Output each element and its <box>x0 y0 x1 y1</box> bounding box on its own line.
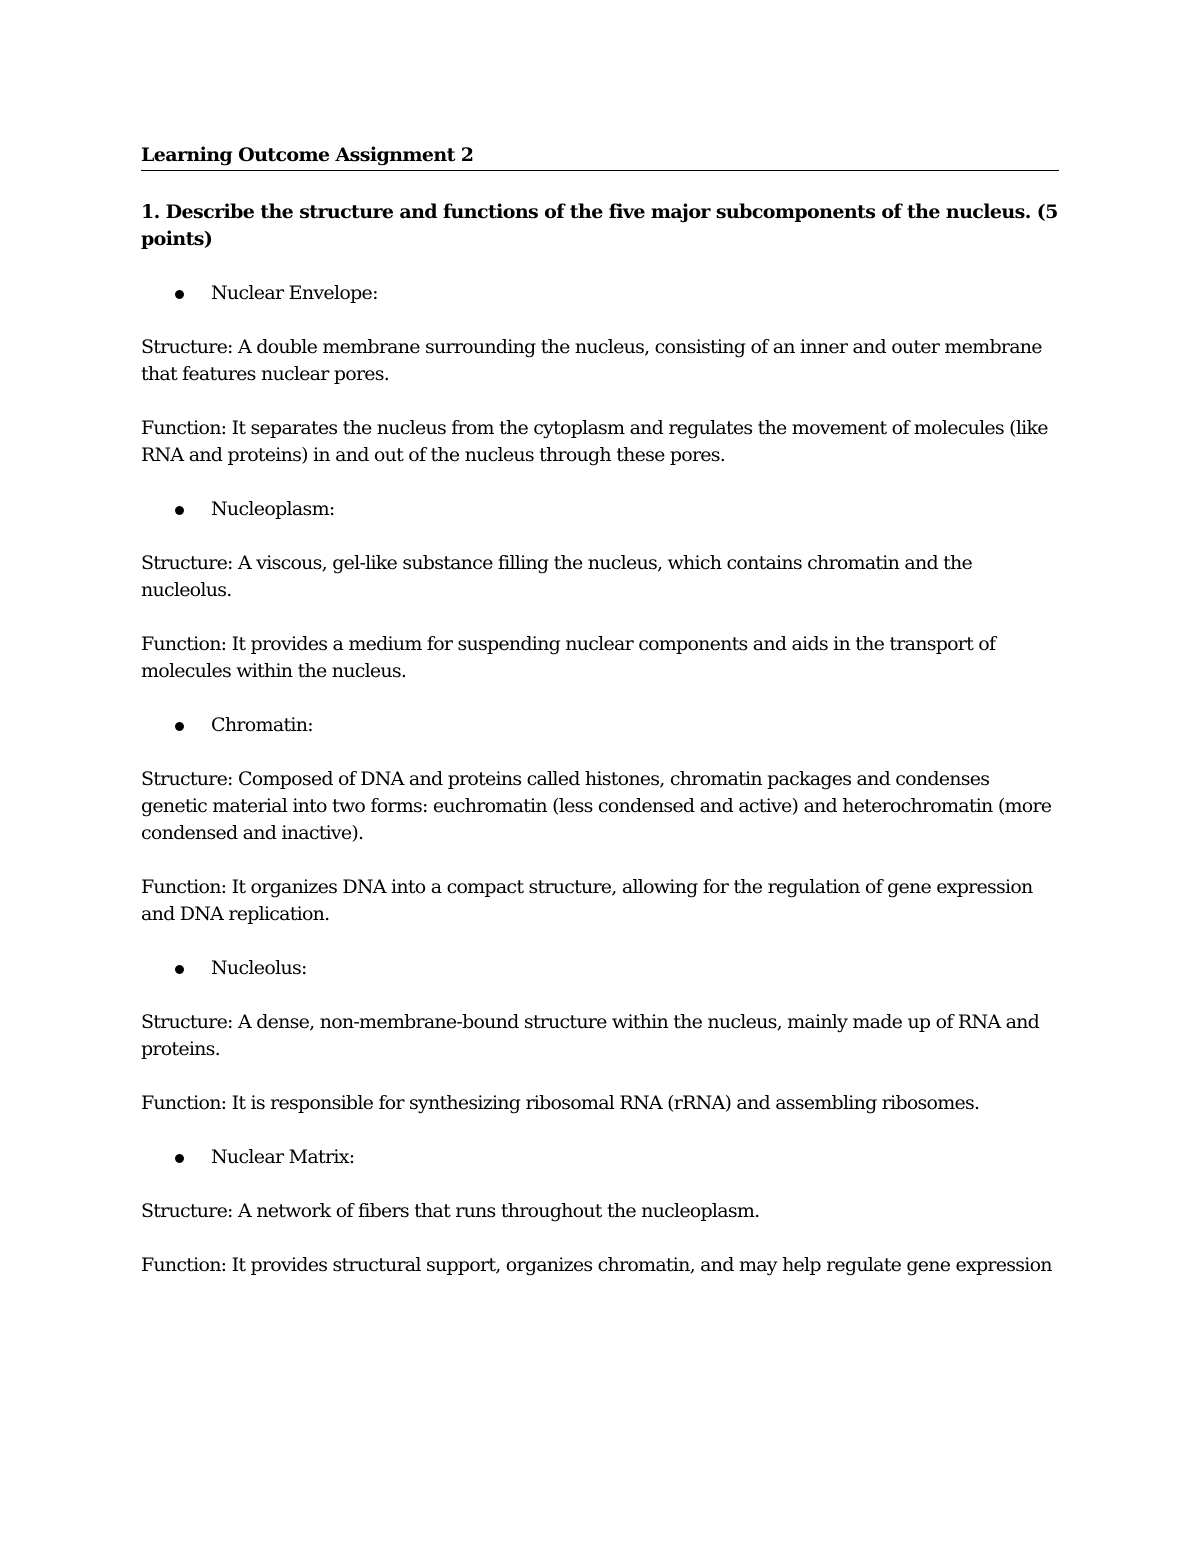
section-heading-label: Nucleoplasm: <box>211 498 335 520</box>
section-nucleolus <box>141 955 1059 1117</box>
bullet-icon <box>175 1154 184 1163</box>
section-heading-label: Nucleolus: <box>211 957 307 979</box>
structure-paragraph: Structure: A double membrane surrounding the nucleus, consisting of an inner and outer membrane that features nuclear pores. <box>141 336 1042 385</box>
document-page <box>141 140 1059 1279</box>
section-nucleoplasm <box>141 496 1059 685</box>
structure-paragraph: Structure: Composed of DNA and proteins called histones, chromatin packages and condenses genetic material into two forms: euchromatin (less condensed and active) and heterochromatin (more condensed and inactive). <box>141 768 1052 844</box>
section-nuclear-envelope <box>141 280 1059 469</box>
structure-paragraph: Structure: A network of fibers that runs throughout the nucleoplasm. <box>141 1200 760 1222</box>
bullet-icon <box>175 506 184 515</box>
section-heading <box>141 1144 1059 1171</box>
section-heading-label: Nuclear Matrix: <box>211 1146 355 1168</box>
function-paragraph: Function: It provides a medium for suspending nuclear components and aids in the transport of molecules within the nucleus. <box>141 633 996 682</box>
question-text: 1. Describe the structure and functions of the five major subcomponents of the nucleus. (5 points) <box>141 201 1058 250</box>
bullet-icon <box>175 290 184 299</box>
section-chromatin <box>141 712 1059 928</box>
section-heading-label: Nuclear Envelope: <box>211 282 378 304</box>
section-nuclear-matrix <box>141 1144 1059 1279</box>
function-paragraph: Function: It is responsible for synthesizing ribosomal RNA (rRNA) and assembling ribosomes. <box>141 1092 980 1114</box>
section-heading <box>141 955 1059 982</box>
bullet-icon <box>175 965 184 974</box>
bullet-icon <box>175 722 184 731</box>
function-paragraph: Function: It organizes DNA into a compact structure, allowing for the regulation of gene expression and DNA replication. <box>141 876 1033 925</box>
section-heading <box>141 280 1059 307</box>
function-paragraph: Function: It separates the nucleus from the cytoplasm and regulates the movement of molecules (like RNA and proteins) in and out of the nucleus through these pores. <box>141 417 1048 466</box>
function-paragraph: Function: It provides structural support, organizes chromatin, and may help regulate gene expression <box>141 1254 1052 1276</box>
structure-paragraph: Structure: A dense, non-membrane-bound structure within the nucleus, mainly made up of RNA and proteins. <box>141 1011 1040 1060</box>
section-heading <box>141 712 1059 739</box>
document-title: Learning Outcome Assignment 2 <box>141 140 1059 171</box>
section-heading-label: Chromatin: <box>211 714 313 736</box>
section-heading <box>141 496 1059 523</box>
structure-paragraph: Structure: A viscous, gel-like substance filling the nucleus, which contains chromatin and the nucleolus. <box>141 552 973 601</box>
